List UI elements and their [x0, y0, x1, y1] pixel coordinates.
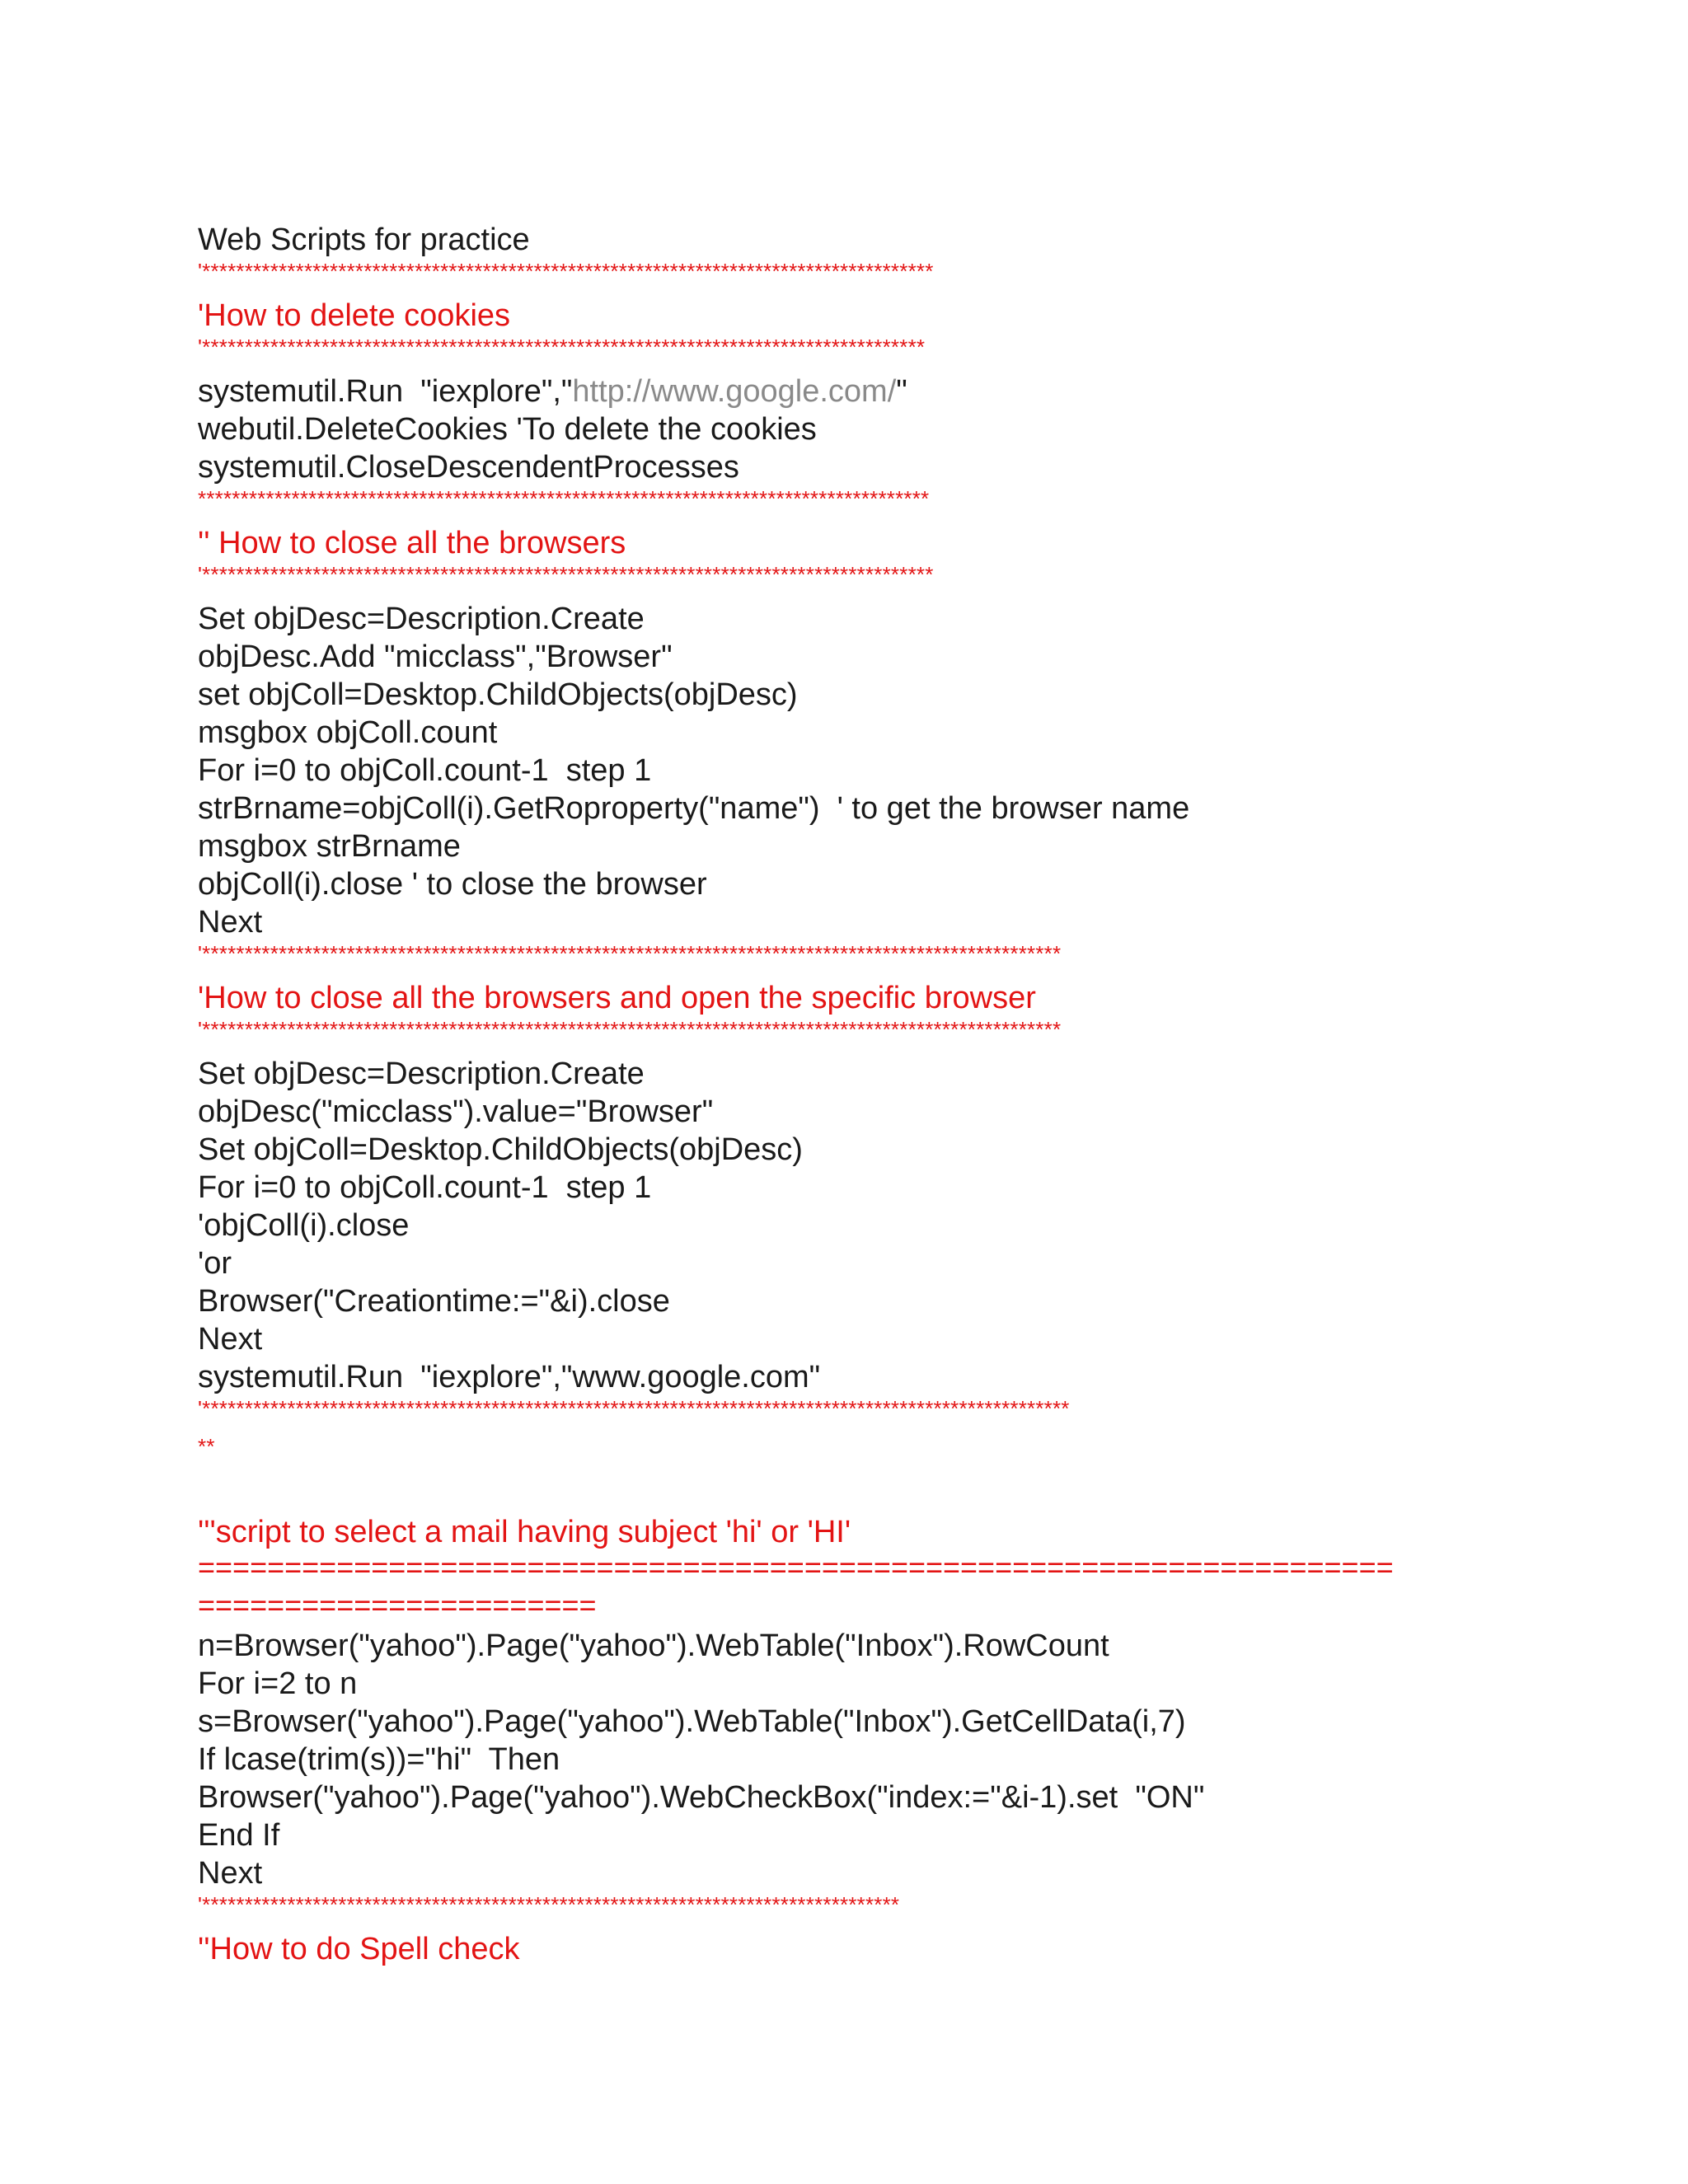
document-title: Web Scripts for practice: [198, 223, 530, 257]
separator-line: **: [198, 1434, 215, 1459]
separator-line: '**************************************************************************************: [198, 259, 934, 284]
code-line: Next: [198, 905, 263, 940]
code-line: msgbox objColl.count: [198, 715, 498, 750]
separator-line: **************************************************************************************: [198, 486, 930, 511]
code-line: [198, 373, 1467, 410]
code-line: 'objColl(i).close: [198, 1208, 410, 1243]
code-line: set objColl=Desktop.ChildObjects(objDesc): [198, 677, 798, 712]
heading-close-browsers: '' How to close all the browsers: [198, 526, 626, 560]
code-line: If lcase(trim(s))="hi" Then: [198, 1742, 560, 1777]
code-line: Set objDesc=Description.Create: [198, 1057, 645, 1091]
code-line: objColl(i).close ' to close the browser: [198, 867, 707, 902]
code-line: webutil.DeleteCookies 'To delete the cookies: [198, 412, 817, 447]
spacer: [198, 1472, 1467, 1513]
code-line: systemutil.CloseDescendentProcesses: [198, 450, 739, 485]
code-line: Browser("yahoo").Page("yahoo").WebCheckBox("index:="&i-1).set "ON": [198, 1780, 1205, 1815]
code-line: objDesc("micclass").value="Browser": [198, 1094, 714, 1129]
heading-close-and-open-browser: 'How to close all the browsers and open the specific browser: [198, 981, 1036, 1015]
code-line: 'or: [198, 1246, 232, 1281]
code-line: strBrname=objColl(i).GetRoproperty("name") ' to get the browser name: [198, 791, 1190, 826]
equals-separator: =====================================================================: [198, 1551, 1394, 1584]
code-line: n=Browser("yahoo").Page("yahoo").WebTable("Inbox").RowCount: [198, 1629, 1109, 1663]
heading-select-mail: '''script to select a mail having subject 'hi' or 'HI': [198, 1515, 851, 1549]
code-line: Set objColl=Desktop.ChildObjects(objDesc): [198, 1132, 803, 1167]
separator-line: '**************************************************************************************: [198, 562, 934, 587]
heading-delete-cookies: 'How to delete cookies: [198, 298, 511, 333]
code-line: End If: [198, 1818, 280, 1853]
separator-line: '*****************************************************************************************************: [198, 1017, 1062, 1042]
code-line: systemutil.Run "iexplore","www.google.com": [198, 1360, 821, 1394]
code-line: For i=0 to objColl.count-1 step 1: [198, 753, 652, 788]
code-line: Next: [198, 1856, 263, 1891]
code-line: objDesc.Add "micclass","Browser": [198, 640, 673, 674]
separator-line: '**********************************************************************************: [198, 1892, 900, 1917]
code-text: ": [896, 374, 907, 409]
separator-line: '******************************************************************************************************: [198, 1396, 1070, 1421]
code-line: Browser("Creationtime:="&i).close: [198, 1284, 670, 1319]
code-line: For i=0 to objColl.count-1 step 1: [198, 1170, 652, 1205]
code-line: Next: [198, 1322, 263, 1357]
equals-separator: =======================: [198, 1589, 597, 1622]
url-link[interactable]: http://www.google.com/: [572, 374, 897, 409]
code-line: Set objDesc=Description.Create: [198, 602, 645, 636]
code-line: msgbox strBrname: [198, 829, 461, 864]
heading-spell-check: ''How to do Spell check: [198, 1932, 520, 1966]
separator-line: '*************************************************************************************: [198, 335, 926, 359]
document-content: [198, 221, 1467, 1968]
code-text: systemutil.Run "iexplore",": [198, 374, 573, 409]
separator-line: '*****************************************************************************************************: [198, 941, 1062, 966]
code-line: For i=2 to n: [198, 1666, 358, 1701]
code-line: s=Browser("yahoo").Page("yahoo").WebTable("Inbox").GetCellData(i,7): [198, 1704, 1186, 1739]
